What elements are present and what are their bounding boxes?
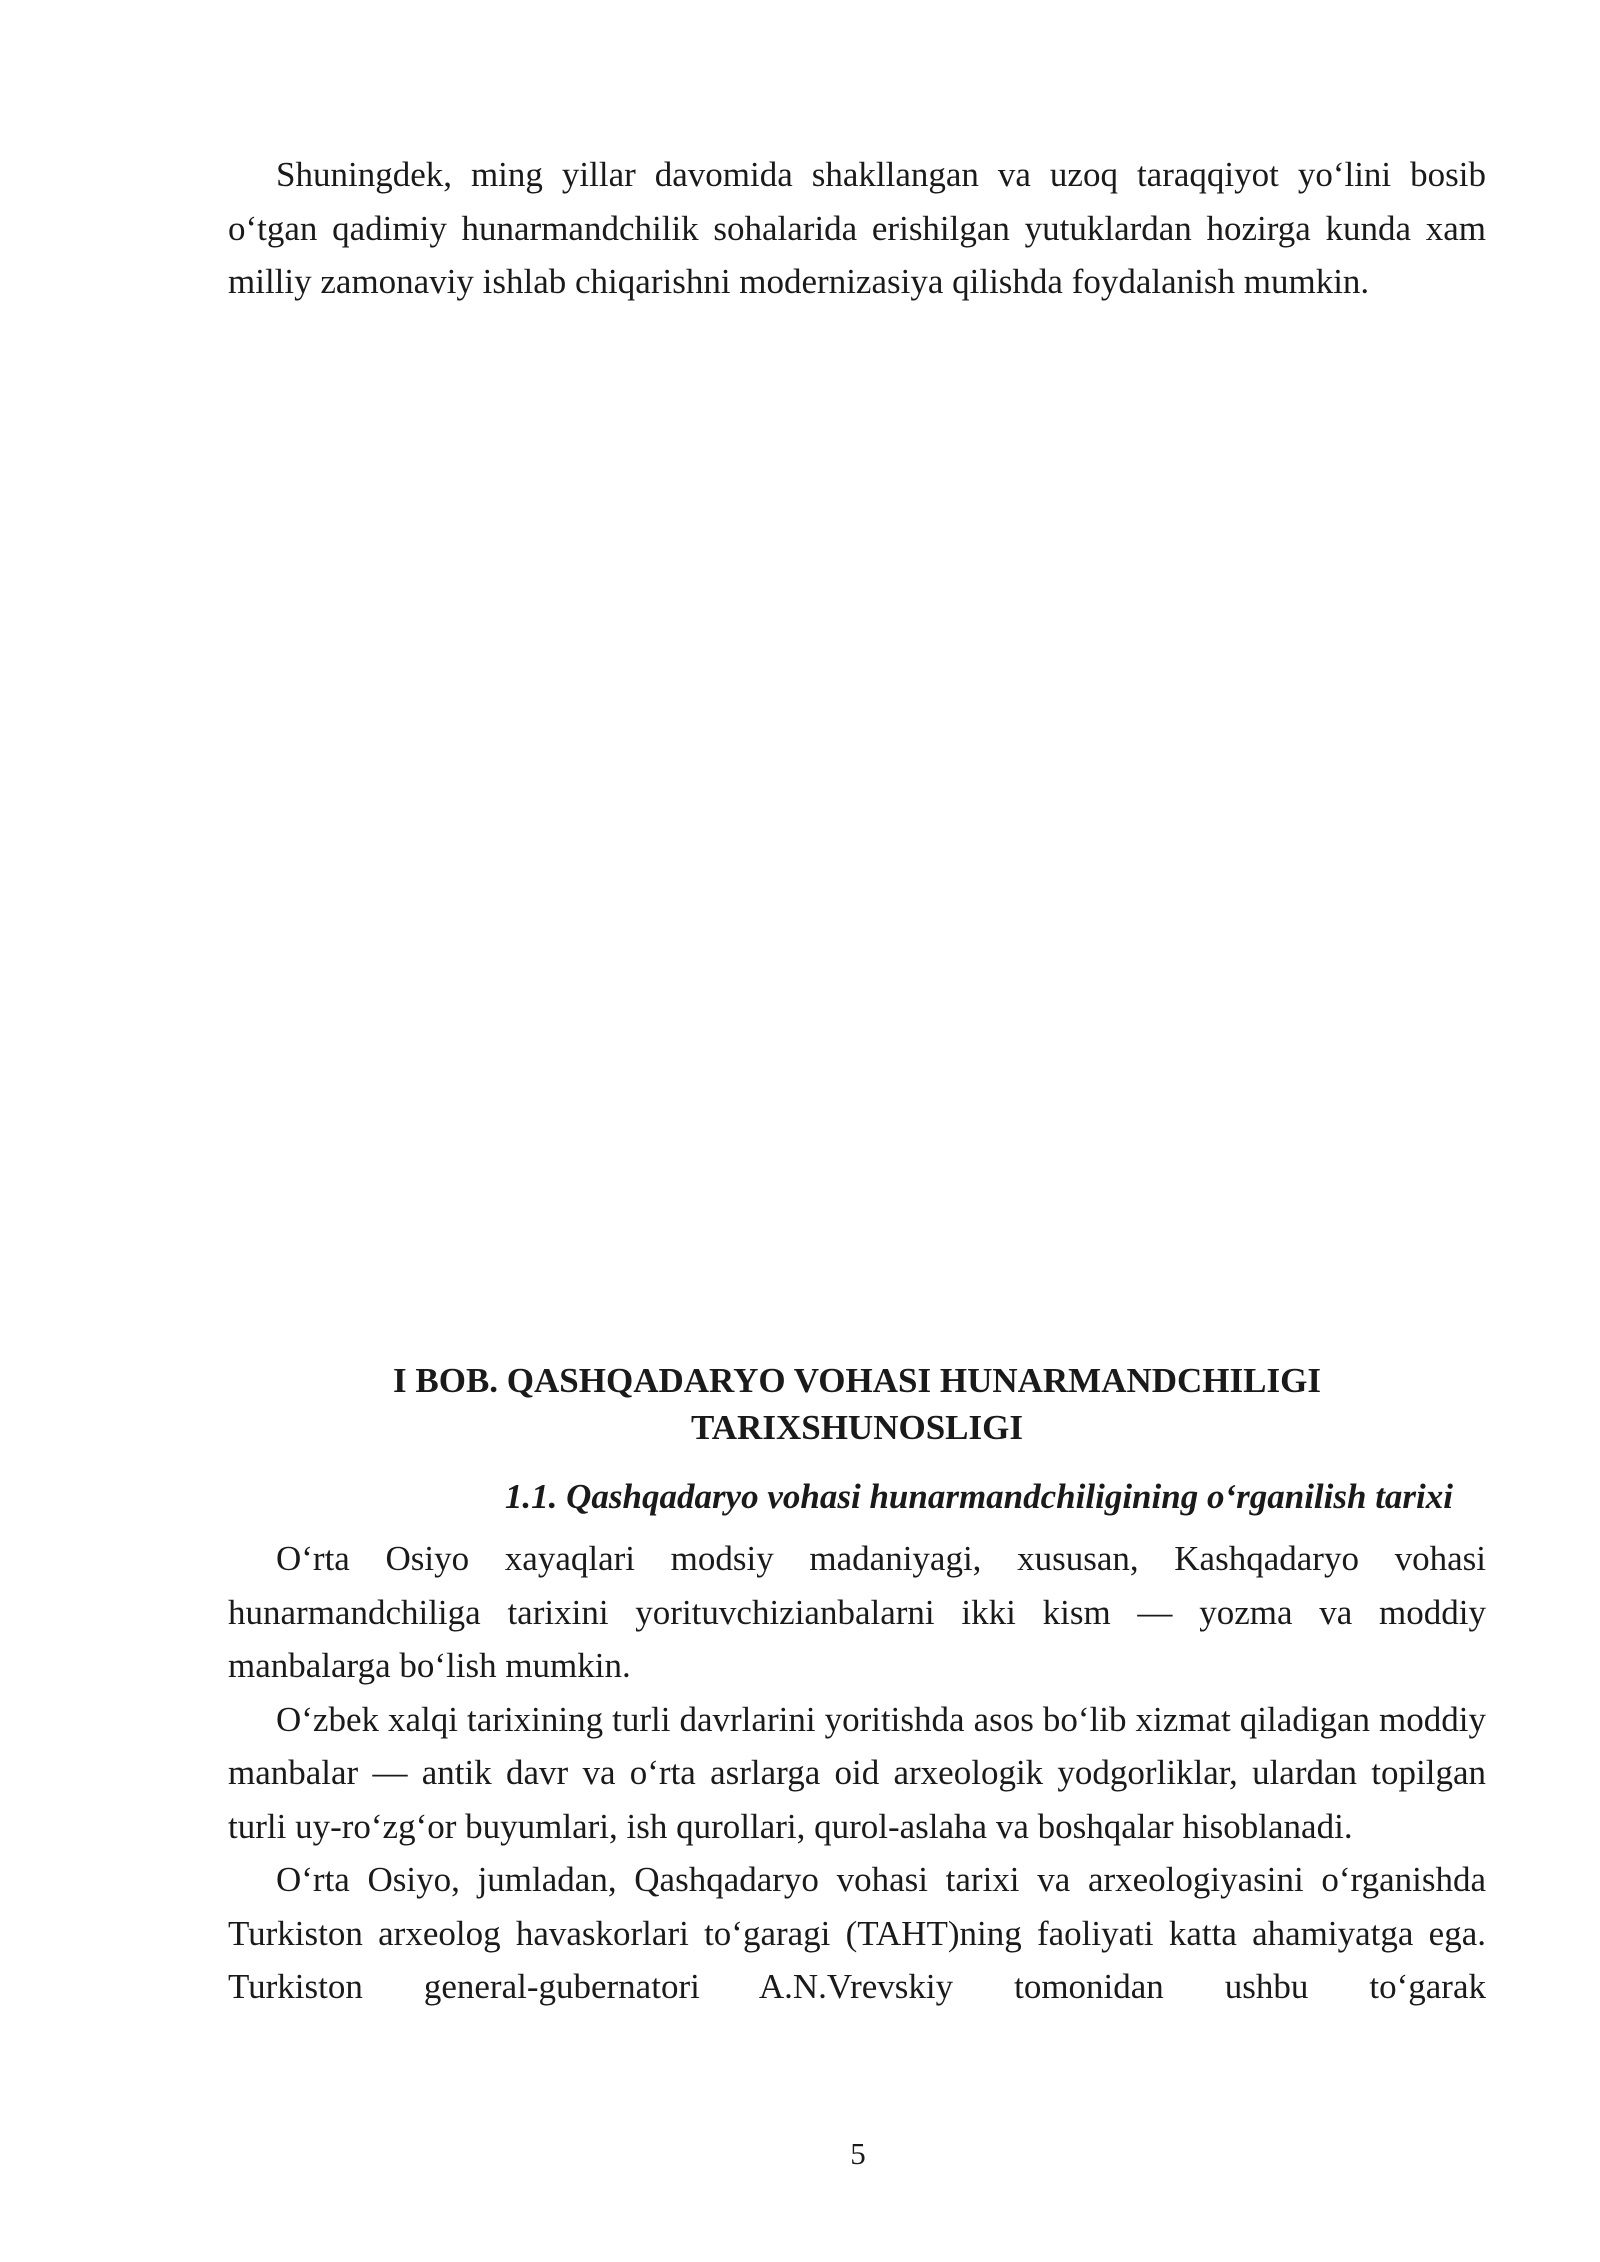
page-number: 5 xyxy=(850,2136,866,2171)
section-heading: 1.1. Qashqadaryo vohasi hunarmandchiligining o‘rganilish tarixi xyxy=(504,1477,1453,1516)
body-paragraph-2: O‘zbek xalqi tarixining turli davrlarini yoritishda asos bo‘lib xizmat qiladigan moddiy manbalar — antik davr va o‘rta asrlarga oid arxeologik yodgorliklar, ulardan topilgan turli uy-ro‘zg‘or buyumlari, ish qurollari, qurol-aslaha va boshqalar hisoblanadi. xyxy=(228,1699,1486,1846)
body-paragraph-3: O‘rta Osiyo, jumladan, Qashqadaryo vohasi tarixi va arxeologiyasini o‘rganishda Turkiston arxeolog havaskorlari to‘garagi (TAHT)ning faoliyati katta ahamiyatga ega. Turkiston general-gubernatori A.N.Vrevskiy tomonidan ushbu to‘garak xyxy=(228,1860,1486,2006)
intro-paragraph: Shuningdek, ming yillar davomida shakllangan va uzoq taraqqiyot yo‘lini bosib o‘tgan qadimiy hunarmandchilik sohalarida erishilgan yutuklardan hozirga kunda xam milliy zamonaviy ishlab chiqarishni modernizasiya qilishda foydalanish mumkin. xyxy=(228,155,1486,301)
chapter-title-line-2: TARIXSHUNOSLIGI xyxy=(691,1408,1023,1447)
body-paragraph-1: O‘rta Osiyo xayaqlari modsiy madaniyagi, xususan, Kashqadaryo vohasi hunarmandchiliga tarixini yorituvchizianbalarni ikki kism — yozma va moddiy manbalarga bo‘lish mumkin. xyxy=(228,1539,1486,1685)
body-text-block xyxy=(228,1532,1486,2014)
chapter-title-line-1: I BOB. QASHQADARYO VOHASI HUNARMANDCHILIGI xyxy=(393,1361,1321,1400)
chapter-heading xyxy=(228,1357,1486,1451)
intro-text-block xyxy=(228,148,1486,309)
